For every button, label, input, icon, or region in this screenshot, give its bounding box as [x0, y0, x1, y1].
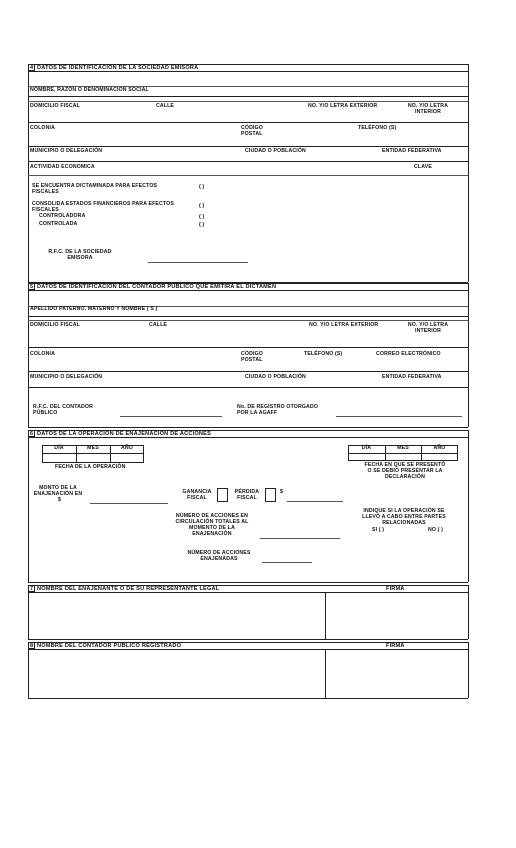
section-4-number: 4	[29, 65, 34, 71]
telefono-label: TELÉFONO (S)	[358, 125, 397, 131]
section-5-title: DATOS DE IDENTIFICACIÓN DEL CONTADOR PÚBLICO QUE EMITIRÁ EL DICTAMEN	[37, 283, 277, 290]
actividad-label: ACTIVIDAD ECONOMICA	[30, 164, 95, 170]
enajenadas-label-2: ENAJENADAS	[200, 556, 238, 562]
ganancia-label-2: FISCAL	[187, 495, 207, 501]
cp-codigo-label: CÓDIGO	[241, 351, 263, 357]
section-8-title: NOMBRE DEL CONTADOR PÚBLICO REGISTRADO	[37, 642, 182, 649]
fecha-op-anio: AÑO	[121, 445, 133, 451]
si-checkbox[interactable]: SI ( )	[372, 527, 385, 533]
consolida-label-1: CONSOLIDA ESTADOS FINANCIEROS PARA EFECTOS	[32, 201, 174, 207]
clave-label: CLAVE	[414, 164, 432, 170]
section-5-number: 5	[29, 284, 34, 290]
cp-domicilio-label: DOMICILIO FISCAL	[30, 322, 80, 328]
domicilio-label: DOMICILIO FISCAL	[30, 103, 80, 109]
no-checkbox[interactable]: NO ( )	[428, 527, 444, 533]
section-8-firma-label: FIRMA	[386, 642, 405, 649]
cp-ciudad-label: CIUDAD O POBLACIÓN	[245, 374, 306, 380]
section-6-title: DATOS DE LA OPERACIÓN DE ENAJENACIÓN DE ACCIONES	[37, 430, 212, 437]
num-acciones-label-4: ENAJENACIÓN	[192, 531, 232, 537]
actividad-field[interactable]	[28, 175, 468, 176]
cp-entidad-label: ENTIDAD FEDERATIVA	[382, 374, 442, 380]
municipio-label: MUNICIPIO O DELEGACIÓN	[30, 148, 103, 154]
postal-label: POSTAL	[241, 131, 263, 137]
num-acciones-label-1: NÚMERO DE ACCIONES EN	[175, 513, 249, 519]
contador-name-field[interactable]	[29, 650, 324, 697]
cp-rfc-field[interactable]	[120, 416, 222, 417]
cp-correo-label: CORREO ELECTRÓNICO	[376, 351, 441, 357]
registro-label-1: No. DE REGISTRO OTORGADO	[237, 404, 319, 410]
monto-field[interactable]	[90, 503, 168, 504]
monto-label-3: $	[58, 497, 62, 503]
contador-signature-field[interactable]	[326, 650, 467, 697]
cp-colonia-label: COLONIA	[30, 351, 55, 357]
controlada-checkbox[interactable]: ( )	[199, 222, 205, 228]
perdida-label-2: FISCAL	[237, 495, 257, 501]
cp-telefono-label: TELÉFONO (S)	[304, 351, 343, 357]
fecha-decl-label-2: O SE DEBIÓ PRESENTAR LA	[367, 468, 443, 474]
controlada-label: CONTROLADA	[39, 221, 78, 227]
rfc-emisora-label-1: R.F.C. DE LA SOCIEDAD	[48, 249, 112, 255]
indique-label-3: RELACIONADAS	[382, 520, 426, 526]
num-acciones-label-3: MOMENTO DE LA	[189, 525, 235, 531]
indique-label-1: INDIQUE SI LA OPERACIÓN SE	[363, 508, 445, 514]
fecha-decl-label-1: FECHA EN QUE SE PRESENTÓ	[364, 462, 446, 468]
controladora-label: CONTROLADORA	[39, 213, 86, 219]
enajenante-signature-field[interactable]	[326, 593, 467, 638]
fecha-decl-dia: DÍA	[361, 445, 372, 451]
section-4-title: DATOS DE IDENTIFICACIÓN DE LA SOCIEDAD EMISORA	[37, 64, 199, 71]
cp-domicilio-field[interactable]	[28, 320, 468, 321]
consolida-label-2: FISCALES	[32, 207, 59, 213]
section-7-title: NOMBRE DEL ENAJENANTE O DE SU REPRESENTANTE LEGAL	[37, 585, 220, 592]
ganancia-checkbox[interactable]	[217, 488, 228, 502]
ganancia-label-1: GANANCIA	[182, 489, 212, 495]
registro-field[interactable]	[336, 416, 462, 417]
registro-label-2: POR LA AGAFF	[237, 410, 278, 416]
dictaminada-label-1: SE ENCUENTRA DICTAMINADA PARA EFECTOS	[32, 183, 158, 189]
section-6-number: 6	[29, 431, 34, 437]
cp-no-ext-label: NO. Y/O LETRA EXTERIOR	[309, 322, 379, 328]
enajenante-name-field[interactable]	[29, 593, 324, 638]
entidad-label: ENTIDAD FEDERATIVA	[382, 148, 442, 154]
no-ext-label: NO. Y/O LETRA EXTERIOR	[308, 103, 378, 109]
codigo-label: CÓDIGO	[241, 125, 263, 131]
domicilio-field[interactable]	[28, 101, 468, 102]
no-int-label-1: NO. Y/O LETRA	[407, 103, 449, 109]
section-8-number: 8	[29, 643, 34, 649]
enajenadas-field[interactable]	[262, 562, 312, 563]
apellido-label: APELLIDO PATERNO, MATERNO Y NOMBRE ( S )	[30, 306, 158, 312]
cp-municipio-label: MUNICIPIO O DELEGACIÓN	[30, 374, 103, 380]
fecha-decl-label-3: DECLARACIÓN	[385, 474, 425, 480]
fecha-op-dia: DÍA	[54, 445, 64, 451]
ganancia-perdida-field[interactable]	[287, 501, 343, 502]
perdida-label-1: PÉRDIDA	[234, 489, 260, 495]
cp-rfc-label-2: PÚBLICO	[33, 410, 58, 416]
num-acciones-label-2: CIRCULACIÓN TOTALES AL	[175, 519, 249, 525]
perdida-checkbox[interactable]	[265, 488, 276, 502]
num-acciones-field[interactable]	[260, 538, 340, 539]
monto-label-2: ENAJENACIÓN EN	[33, 491, 83, 497]
rfc-emisora-label-2: EMISORA	[67, 255, 93, 261]
monto-label-1: MONTO DE LA	[39, 485, 77, 491]
dictaminada-label-2: FISCALES	[32, 189, 59, 195]
section-7-number: 7	[29, 586, 34, 592]
cp-postal-label: POSTAL	[241, 357, 263, 363]
enajenadas-label-1: NÚMERO DE ACCIONES	[187, 550, 251, 556]
cp-no-int-label-2: INTERIOR	[415, 328, 441, 334]
fecha-decl-anio: AÑO	[433, 445, 446, 451]
dictaminada-checkbox[interactable]: ( )	[199, 184, 205, 190]
colonia-label: COLONIA	[30, 125, 55, 131]
cp-rfc-label-1: R.F.C. DEL CONTADOR	[33, 404, 94, 410]
controladora-checkbox[interactable]: ( )	[199, 214, 205, 220]
rfc-emisora-field[interactable]	[148, 262, 248, 263]
indique-label-2: LLEVÓ A CABO ENTRE PARTES	[362, 514, 446, 520]
dollar-label: $	[280, 489, 284, 495]
calle-label: CALLE	[156, 103, 175, 109]
cp-calle-label: CALLE	[149, 322, 168, 328]
no-int-label-2: INTERIOR	[415, 109, 441, 115]
fecha-decl-mes: MES	[397, 445, 409, 451]
section-7-firma-label: FIRMA	[386, 585, 405, 592]
cp-no-int-label-1: NO. Y/O LETRA	[407, 322, 449, 328]
fecha-operacion-label: FECHA DE LA OPERACIÓN	[55, 464, 126, 470]
ciudad-label: CIUDAD O POBLACIÓN	[245, 148, 306, 154]
fecha-op-mes: MES	[87, 445, 99, 451]
nombre-label: NOMBRE, RAZÓN O DENOMINACIÓN SOCIAL	[30, 87, 149, 93]
consolida-checkbox[interactable]: ( )	[199, 203, 205, 209]
nombre-field[interactable]	[28, 86, 468, 87]
